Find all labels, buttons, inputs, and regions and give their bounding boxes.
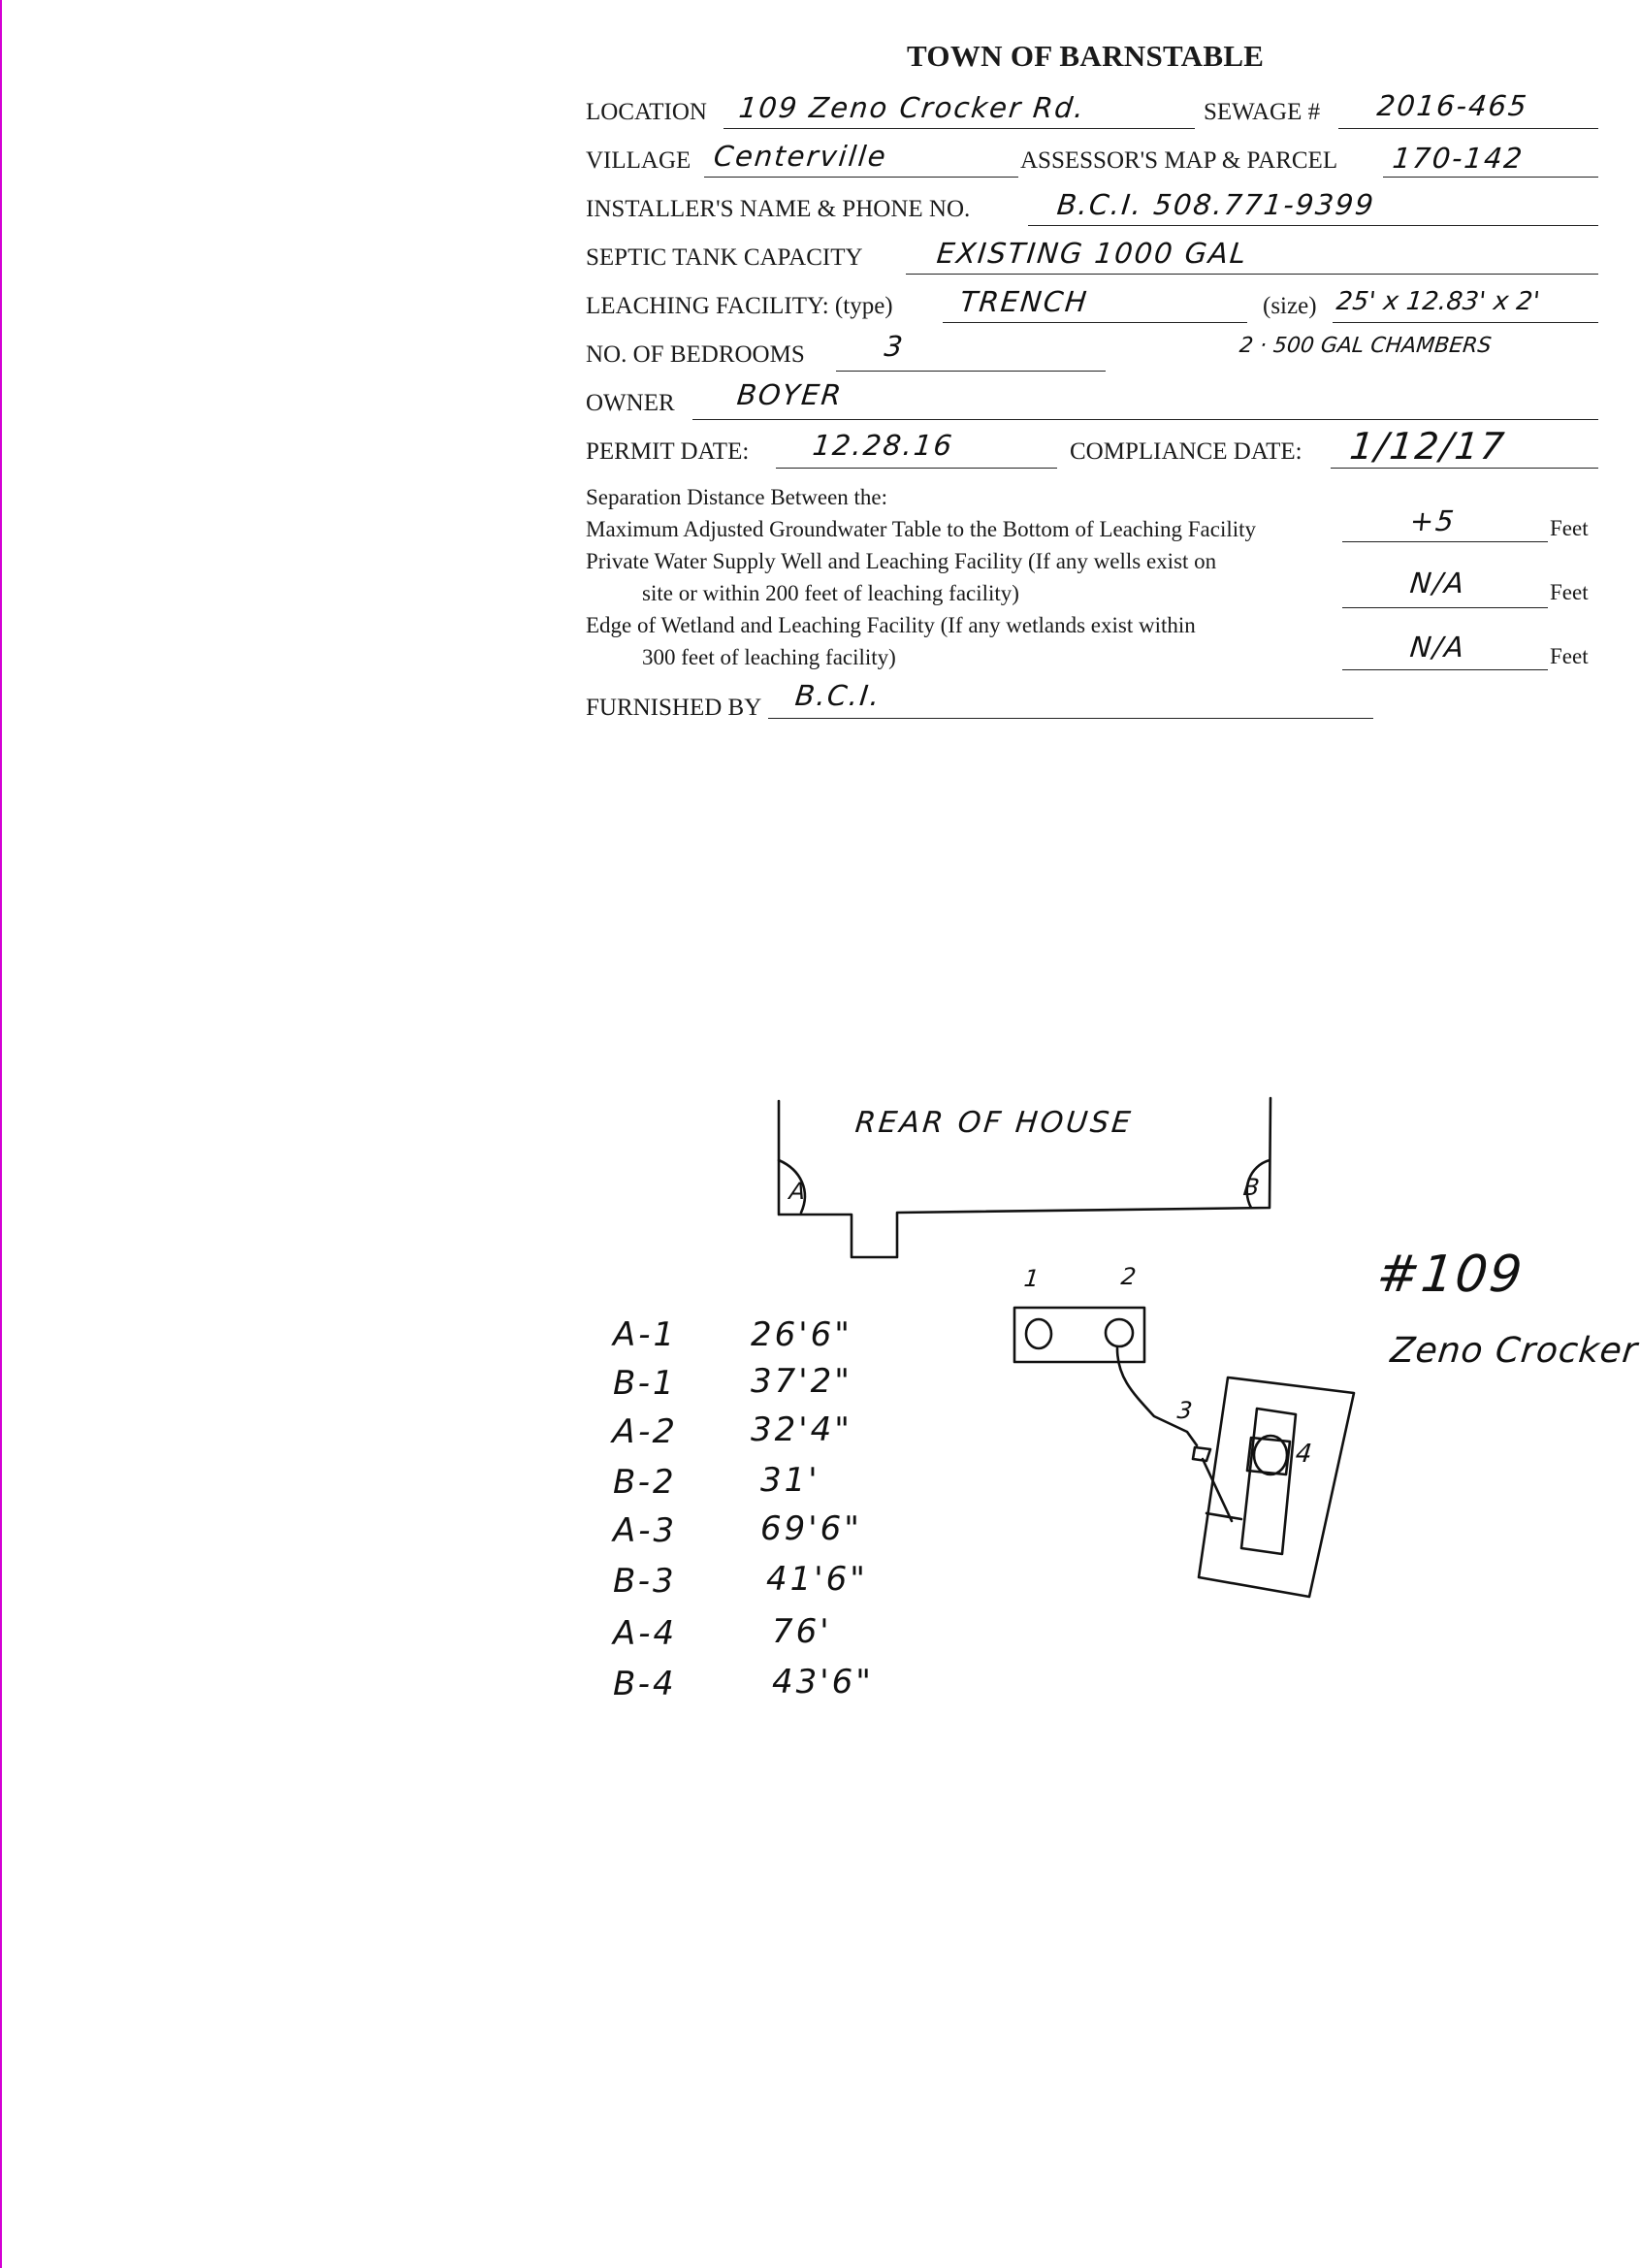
corner-b-label: B xyxy=(1241,1174,1263,1201)
leaching-label: LEACHING FACILITY: (type) xyxy=(586,293,893,319)
separation-heading: Separation Distance Between the: xyxy=(586,485,888,509)
map-parcel-label: ASSESSOR'S MAP & PARCEL xyxy=(1020,147,1338,174)
point-4-label: 4 xyxy=(1294,1440,1316,1469)
address-street: Zeno Crocker xyxy=(1388,1331,1640,1371)
sep-well-label-1: Private Water Supply Well and Leaching Facility (If any wells exist on xyxy=(586,549,1217,573)
measurement-value: 31' xyxy=(760,1461,820,1500)
measurement-value: 69'6" xyxy=(760,1509,862,1548)
measurement-value: 41'6" xyxy=(766,1560,868,1599)
address-number: #109 xyxy=(1373,1246,1527,1304)
installer-value: B.C.I. 508.771-9399 xyxy=(1055,188,1377,221)
village-label: VILLAGE xyxy=(586,147,691,174)
owner-label: OWNER xyxy=(586,390,675,416)
point-1-circle xyxy=(1026,1319,1051,1348)
measurement-value: 43'6" xyxy=(772,1663,874,1701)
size-label: (size) xyxy=(1263,293,1317,319)
feet-unit-3: Feet xyxy=(1550,644,1589,668)
sep-groundwater-label: Maximum Adjusted Groundwater Table to the Bottom of Leaching Facility xyxy=(586,517,1257,541)
bedrooms-label: NO. OF BEDROOMS xyxy=(586,341,805,368)
sep-wetland-label-1: Edge of Wetland and Leaching Facility (If any wetlands exist within xyxy=(586,613,1196,637)
location-value: 109 Zeno Crocker Rd. xyxy=(737,91,1087,124)
tank-value: EXISTING 1000 GAL xyxy=(935,237,1250,270)
owner-value: BOYER xyxy=(735,378,845,411)
map-parcel-value: 170-142 xyxy=(1391,142,1526,175)
measurement-label: B-3 xyxy=(613,1562,677,1601)
measurement-label: A-3 xyxy=(613,1511,678,1550)
measurement-label: A-2 xyxy=(610,1412,680,1451)
permit-label: PERMIT DATE: xyxy=(586,438,750,465)
compliance-label: COMPLIANCE DATE: xyxy=(1070,438,1302,465)
sep-well-label-2: site or within 200 feet of leaching facility) xyxy=(642,581,1019,605)
measurement-value: 37'2" xyxy=(751,1362,852,1401)
compliance-value: 1/12/17 xyxy=(1347,425,1508,468)
measurement-value: 32'4" xyxy=(751,1410,852,1449)
sewage-value: 2016-465 xyxy=(1375,89,1530,122)
village-value: Centerville xyxy=(712,140,889,173)
measurement-value: 76' xyxy=(772,1612,832,1651)
point-2-circle xyxy=(1106,1319,1133,1346)
size-value: 25' x 12.83' x 2' xyxy=(1335,287,1541,316)
sewage-label: SEWAGE # xyxy=(1204,99,1321,125)
furnished-label: FURNISHED BY xyxy=(586,695,762,721)
tank-label: SEPTIC TANK CAPACITY xyxy=(586,244,863,271)
point-3-label: 3 xyxy=(1175,1397,1196,1424)
permit-value: 12.28.16 xyxy=(811,429,955,462)
sep-wetland-label-2: 300 feet of leaching facility) xyxy=(642,645,896,669)
house-label: REAR OF HOUSE xyxy=(853,1106,1136,1140)
measurement-label: B-2 xyxy=(613,1463,677,1502)
point-2-label: 2 xyxy=(1119,1263,1140,1290)
location-label: LOCATION xyxy=(586,99,707,125)
leaching-value: TRENCH xyxy=(958,285,1090,318)
measurement-label: B-1 xyxy=(613,1364,677,1403)
sep-well-value: N/A xyxy=(1408,567,1468,599)
measurement-label: A-4 xyxy=(613,1614,678,1653)
installer-label: INSTALLER'S NAME & PHONE NO. xyxy=(586,196,971,222)
leaching-inner xyxy=(1241,1409,1296,1554)
corner-a-label: A xyxy=(788,1178,809,1205)
measurement-value: 26'6" xyxy=(751,1315,852,1354)
measurement-label: A-1 xyxy=(613,1315,678,1354)
point-1-label: 1 xyxy=(1022,1265,1043,1292)
feet-unit-1: Feet xyxy=(1550,516,1589,540)
bedrooms-value: 3 xyxy=(883,330,907,363)
sep-wetland-value: N/A xyxy=(1408,631,1468,664)
feet-unit-2: Feet xyxy=(1550,580,1589,604)
form-title: TOWN OF BARNSTABLE xyxy=(907,39,1265,73)
measurement-label: B-4 xyxy=(613,1665,677,1703)
sep-groundwater-value: +5 xyxy=(1408,504,1458,537)
size-note: 2 · 500 GAL CHAMBERS xyxy=(1238,334,1493,358)
tank-box xyxy=(1014,1308,1144,1362)
furnished-value: B.C.I. xyxy=(793,679,884,712)
